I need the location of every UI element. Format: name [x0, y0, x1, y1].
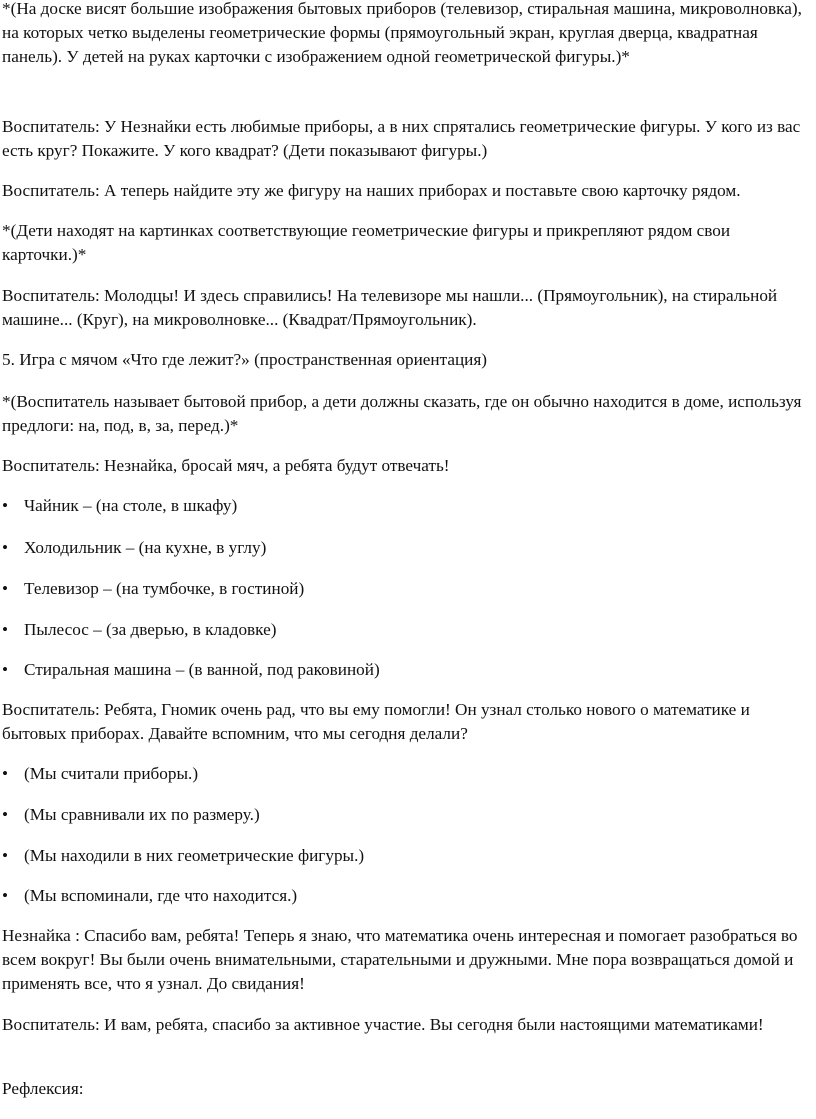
list-item	[2, 658, 802, 682]
bullet-icon: •	[2, 538, 9, 557]
list-item-text: (Мы находили в них геометрические фигуры.)	[24, 846, 365, 865]
list-item-text: (Мы считали приборы.)	[24, 764, 199, 783]
list-item-text: Стиральная машина – (в ванной, под раковиной)	[24, 660, 380, 679]
bullet-icon: •	[2, 496, 9, 515]
bullet-icon: •	[2, 805, 9, 824]
list-item	[2, 494, 802, 518]
section-heading-ball-game: 5. Игра с мячом «Что где лежит?» (пространственная ориентация)	[2, 350, 487, 369]
list-item-text: (Мы сравнивали их по размеру.)	[24, 805, 260, 824]
paragraph-children-note: *(Дети находят на картинках соответствующие геометрические фигуры и прикрепляют рядом свои карточки.)*	[2, 221, 731, 264]
list-item-text: Пылесос – (за дверью, в кладовке)	[24, 620, 277, 639]
bullet-icon: •	[2, 620, 9, 639]
list-item	[2, 577, 802, 601]
list-item	[2, 618, 802, 642]
list-item-text: Чайник – (на столе, в шкафу)	[24, 496, 238, 515]
list-item	[2, 536, 802, 560]
paragraph-teacher-throw: Воспитатель: Незнайка, бросай мяч, а ребята будут отвечать!	[2, 456, 450, 475]
list-item	[2, 762, 802, 786]
bullet-icon: •	[2, 764, 9, 783]
paragraph-teacher-closing: Воспитатель: И вам, ребята, спасибо за активное участие. Вы сегодня были настоящими математиками!	[2, 1015, 764, 1034]
paragraph-teacher-find: Воспитатель: А теперь найдите эту же фигуру на наших приборах и поставьте свою карточку рядом.	[2, 181, 741, 200]
list-item	[2, 844, 802, 868]
list-item	[2, 884, 802, 908]
bullet-icon: •	[2, 660, 9, 679]
bullet-icon: •	[2, 886, 9, 905]
list-item-text: (Мы вспоминали, где что находится.)	[24, 886, 298, 905]
paragraph-teacher-praise: Воспитатель: Молодцы! И здесь справились! На телевизоре мы нашли... (Прямоугольник), на стиральной машине... (Круг), на микроволновке... (Квадрат/Прямоугольник).	[2, 286, 778, 329]
heading-reflection: Рефлексия:	[2, 1079, 84, 1098]
paragraph-teacher-shapes: Воспитатель: У Незнайки есть любимые приборы, а в них спрятались геометрические фигуры. У кого из вас есть круг? Покажите. У кого квадрат? (Дети показывают фигуры.)	[2, 117, 801, 160]
list-item-text: Телевизор – (на тумбочке, в гостиной)	[24, 579, 305, 598]
list-item-text: Холодильник – (на кухне, в углу)	[24, 538, 267, 557]
paragraph-intro-note: *(На доске висят большие изображения бытовых приборов (телевизор, стиральная машина, микроволновка), на которых четко выделены геометрические формы (прямоугольный экран, круглая дверца, квадратная панель). У детей на руках карточки с изображением одной геометрической фигуры.)*	[2, 0, 802, 66]
list-item	[2, 803, 802, 827]
bullet-icon: •	[2, 579, 9, 598]
paragraph-neznayka-thanks: Незнайка : Спасибо вам, ребята! Теперь я знаю, что математика очень интересная и помогает разобраться во всем вокруг! Вы были очень внимательными, старательными и дружными. Мне пора возвращаться домой и применять все, что я узнал. До свидания!	[2, 926, 798, 993]
paragraph-game-note: *(Воспитатель называет бытовой прибор, а дети должны сказать, где он обычно находится в доме, используя предлоги: на, под, в, за, перед.)*	[2, 392, 802, 435]
bullet-icon: •	[2, 846, 9, 865]
paragraph-teacher-recap: Воспитатель: Ребята, Гномик очень рад, что вы ему помогли! Он узнал столько нового о математике и бытовых приборах. Давайте вспомним, что мы сегодня делали?	[2, 700, 750, 743]
